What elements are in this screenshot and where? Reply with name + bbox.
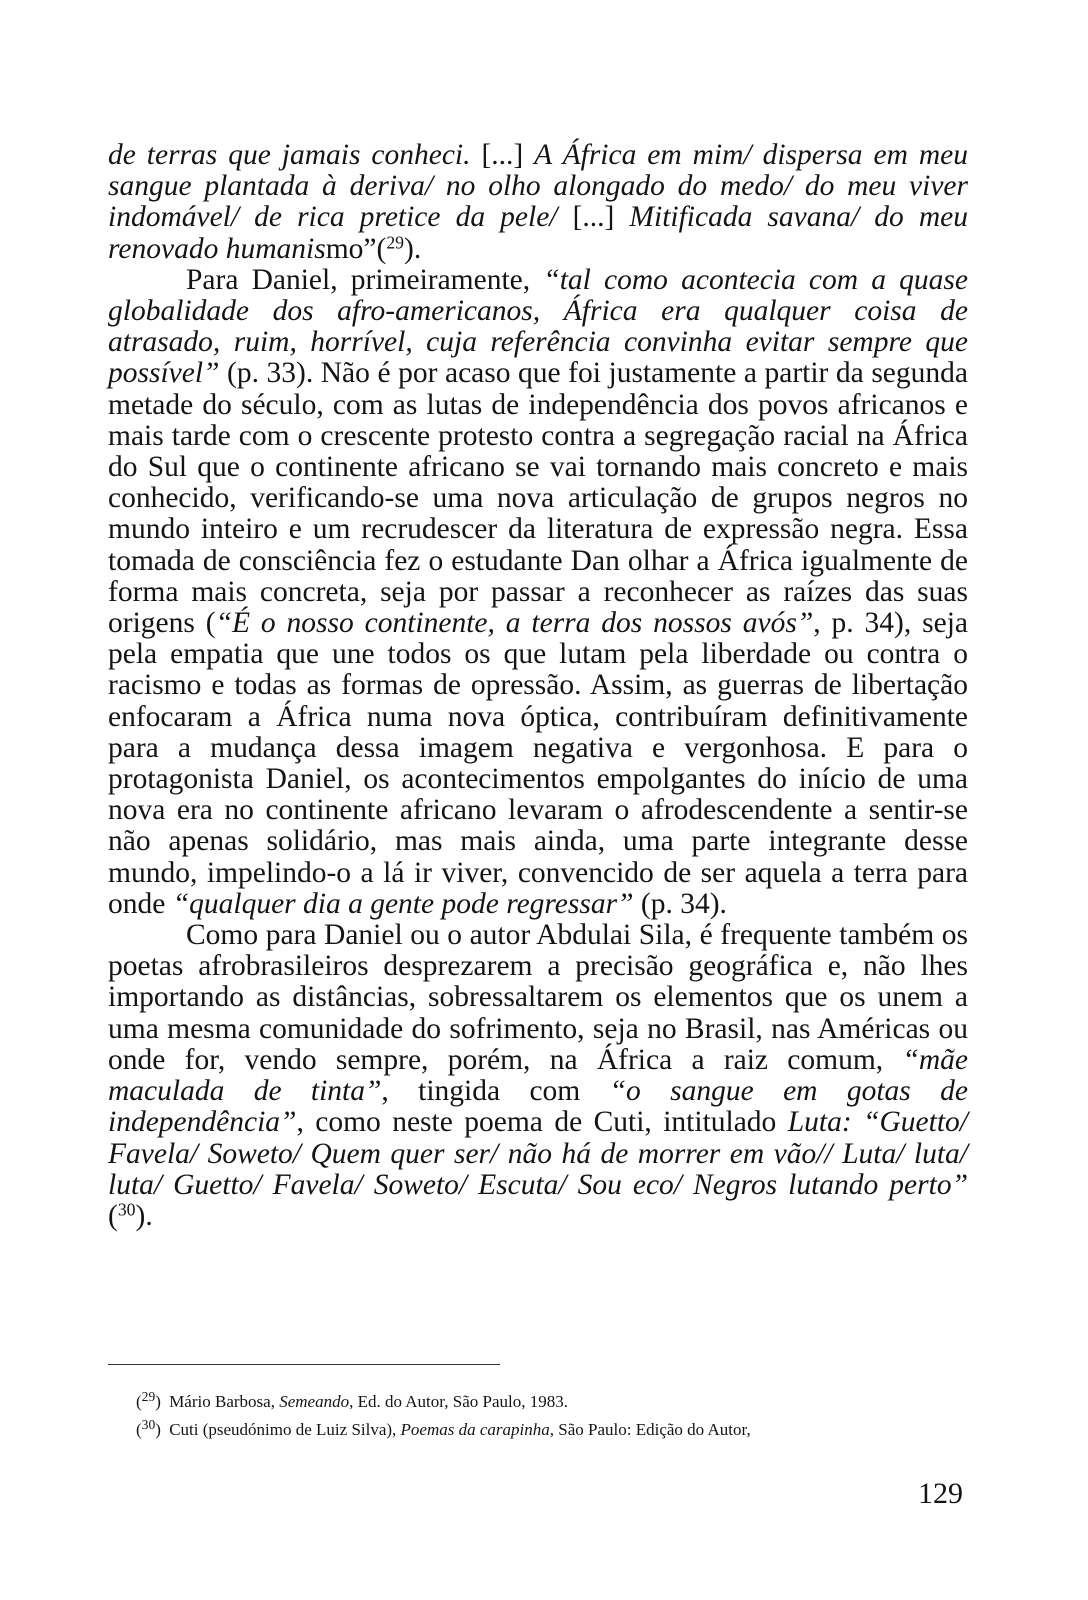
text-run: , tingida com <box>381 1075 610 1108</box>
text-run: Mário Barbosa, <box>164 1392 280 1411</box>
italic-text: “É o nosso continente, a terra dos nossos avós” <box>215 607 814 640</box>
text-run: , p. 34), seja pela empatia que une todos os que lutam pela liberdade ou contra o racismo e todas as formas de opressão. Assim, as guerras de libertação enfocaram a África numa nova óptica, contribuíram definitivamente para a mudança dessa imagem negativa e vergonhosa. E para o protagonista Daniel, os acontecimentos empolgantes do início de uma nova era no continente africano levaram o afrodescendente a sentir-se não apenas solidário, mas mais ainda, uma parte integrante desse mundo, impelindo-o a lá ir viver, convencido de ser aquela a terra para onde <box>108 607 968 920</box>
footnote-marker: ($^{30}$) <box>136 1416 161 1439</box>
text-run: [...] <box>481 139 535 171</box>
italic-text: “tal como acontecia com a quase globalidade dos afro-americanos, África era qualquer coisa de atrasado, ruim, horrível, cuja referência convinha evitar sempre que possível” <box>108 263 968 390</box>
page-number: 129 <box>918 1477 963 1510</box>
italic-text: Poemas da carapinha <box>400 1420 550 1439</box>
text-run: mo”( <box>325 232 387 265</box>
text-run: [...] <box>572 201 630 234</box>
italic-text: Mitificada savana/ do meu renovado humanis <box>108 201 968 265</box>
footnote <box>136 1388 976 1416</box>
text-run: ). <box>135 1199 153 1232</box>
text-run: , como neste poema de Cuti, intitulado <box>296 1106 788 1139</box>
footnotes <box>136 1388 976 1444</box>
italic-text: “o sangue em gotas de independência” <box>108 1075 968 1139</box>
italic-text: “mãe maculada de tinta” <box>108 1043 968 1108</box>
footnote-reference: 29 <box>386 231 404 252</box>
footnote-number: 30 <box>141 1416 156 1432</box>
paragraph <box>108 265 968 920</box>
text-run: ). <box>404 232 422 265</box>
footnote-separator <box>108 1364 500 1365</box>
footnote-number: 29 <box>141 1388 156 1404</box>
italic-text: de terras que jamais conheci. <box>108 139 482 171</box>
footnote <box>136 1416 976 1444</box>
italic-text: A África em mim/ dispersa em meu sangue plantada à deriva/ no olho alongado do medo/ do meu viver indomável/ de rica pretice da pele/ <box>108 139 968 234</box>
text-run: Como para Daniel ou o autor Abdulai Sila, é frequente também os poetas afrobrasileiros desprezarem a precisão geográfica e, não lhes importando as distâncias, sobressaltarem os elementos que os unem a uma mesma comunidade do sofrimento, seja no Brasil, nas Américas ou onde for, vendo sempre, porém, na África a raiz comum, <box>108 919 968 1076</box>
paragraph <box>108 140 968 265</box>
text-run: , Ed. do Autor, São Paulo, 1983. <box>349 1392 568 1411</box>
italic-text: “qualquer dia a gente pode regressar” <box>172 887 634 920</box>
text-run: Cuti (pseudónimo de Luiz Silva), <box>164 1420 401 1439</box>
paragraph <box>108 920 968 1232</box>
text-run: , São Paulo: Edição do Autor, <box>549 1420 751 1439</box>
text-run: Para Daniel, primeiramente, <box>186 263 544 296</box>
body-text <box>108 140 968 1232</box>
text-run: (p. 34). <box>633 887 727 920</box>
footnote-reference: 30 <box>117 1199 136 1220</box>
text-run: ( <box>108 1199 118 1232</box>
italic-text: Luta: “Guetto/ Favela/ Soweto/ Quem quer ser/ não há de morrer em vão// Luta/ luta/ luta/ Guetto/ Favela/ Soweto/ Escuta/ Sou eco/ Negros lutando perto” <box>108 1106 968 1201</box>
footnote-marker: ($^{29}$) <box>136 1388 161 1411</box>
text-run: (p. 33). Não é por acaso que foi justamente a partir da segunda metade do século, com as lutas de independência dos povos africanos e mais tarde com o crescente protesto contra a segregação racial na África do Sul que o continente africano se vai tornando mais concreto e mais conhecido, verificando-se uma nova articulação de grupos negros no mundo inteiro e um recrudescer da literatura de expressão negra. Essa tomada de consciência fez o estudante Dan olhar a África igualmente de forma mais concreta, seja por passar a reconhecer as raízes das suas origens ( <box>108 357 968 640</box>
italic-text: Semeando <box>279 1392 350 1411</box>
